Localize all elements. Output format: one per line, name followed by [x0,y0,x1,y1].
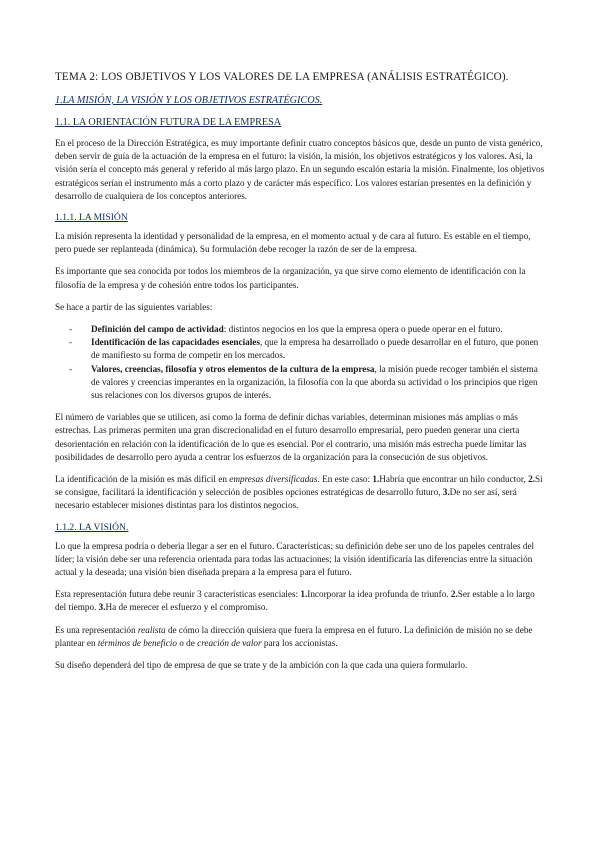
list-item [69,336,545,362]
list-item-text: , que la empresa ha desarrollado o puede desarrollar en el futuro, que ponen de manifiesto su forma de competir en los mercados. [91,337,539,361]
dash-marker: - [69,363,73,374]
vision-paragraph-4: Su diseño dependerá del tipo de empresa de que se trate y de la ambición con la que cada una quiera formularlo. [55,660,468,671]
vision-paragraph-3: Es una representación realista de cómo la dirección quisiera que fuera la empresa en el futuro. La definición de misión no se debe plantear en términos de beneficio o de creación de valor para los accionistas. [55,624,533,648]
document-page [55,70,545,681]
dash-marker: - [69,337,73,348]
list-item-text: : distintos negocios en los que la empresa opera o puede operar en el futuro. [223,324,503,335]
list-item [69,323,545,336]
chapter-subtitle: 1.LA MISIÓN, LA VISIÓN Y LOS OBJETIVOS ESTRATÉGICOS. [55,95,323,106]
list-item-bold: Identificación de las capacidades esenciales [91,337,260,348]
page-title: TEMA 2: LOS OBJETIVOS Y LOS VALORES DE LA EMPRESA (ANÁLISIS ESTRATÉGICO). [55,71,509,83]
dash-marker: - [69,324,73,335]
list-item-bold: Valores, creencias, filosofía y otros elementos de la cultura de la empresa [91,363,375,374]
mision-paragraph-4: El número de variables que se utilicen, así como la forma de definir dichas variables, determinan misiones más amplias o más estrechas. Las primeras permiten una gran discrecionalidad en el futuro desarrollo empresarial, pero pueden generar una cierta desorientación en relación con la identificación de lo que es esencial. Por el contrario, una misión más estrecha puede limitar las posibilidades de desarrollo pero ayuda a centrar los esfuerzos de la organización para la consecución de sus objetivos. [55,412,527,462]
vision-paragraph-1: Lo que la empresa podría o debería llegar a ser en el futuro. Características: su definición debe ser uno de los papeles centrales del líder; la visión debe ser una referencia orientada para todas las actuaciones; la visión identificaría las diferencias entre la situación actual y la deseada; una visión bien diseñada prepara a la empresa para el futuro. [55,540,535,578]
section-heading-mision: 1.1.1. LA MISIÓN [55,212,128,224]
list-item [69,363,545,403]
variables-list [55,323,545,402]
intro-paragraph: En el proceso de la Dirección Estratégica, es muy importante definir cuatro conceptos básicos que, desde un punto de vista genérico, deben servir de guía de la actuación de la empresa en el futuro: la visión, la misión, los objetivos estratégicos y los valores. Así, la visión sería el concepto más general y referido al más largo plazo. En un segundo escalón estaría la misión. Finalmente, los objetivos estratégicos serían el instrumento más a corto plazo y de carácter más específico. Los valores estarían presentes en la definición y desarrollo de cualquiera de los conceptos anteriores. [55,138,545,201]
list-item-text: , la misión puede recoger también el sistema de valores y creencias imperantes en la organización, la filosofía con la que aborda su actividad o los principios que rigen sus relaciones con los diversos grupos de interés. [91,363,538,401]
list-item-bold: Definición del campo de actividad [91,324,224,335]
mision-paragraph-3: Se hace a partir de las siguientes variables: [55,301,213,312]
mision-paragraph-1: La misión representa la identidad y personalidad de la empresa, en el momento actual y de cara al futuro. Es estable en el tiempo, pero puede ser replanteada (dinámica). Su formulación debe recoger la razón de ser de la empresa. [55,231,531,255]
section-heading-vision: 1.1.2. LA VISIÓN. [55,521,129,533]
section-heading-1-1: 1.1. LA ORIENTACIÓN FUTURA DE LA EMPRESA [55,117,282,128]
mision-paragraph-5: La identificación de la misión es más difícil en empresas diversificadas. En este caso: 1.Habría que encontrar un hilo conductor, 2.Si se consigue, facilitará la identificación y selección de posibles opciones estratégicas de desarrollo futuro, 3.De no ser así, será necesario establecer misiones distintas para los distintos negocios. [55,474,543,511]
vision-paragraph-2: Esta representación futura debe reunir 3 características esenciales: 1.Incorporar la idea profunda de triunfo. 2.Ser estable a lo largo del tiempo. 3.Ha de merecer el esfuerzo y el compromiso. [55,589,535,613]
mision-paragraph-2: Es importante que sea conocida por todos los miembros de la organización, ya que sirve como elemento de identificación con la filosofía de la empresa y de cohesión entre todos los participantes. [55,266,526,290]
